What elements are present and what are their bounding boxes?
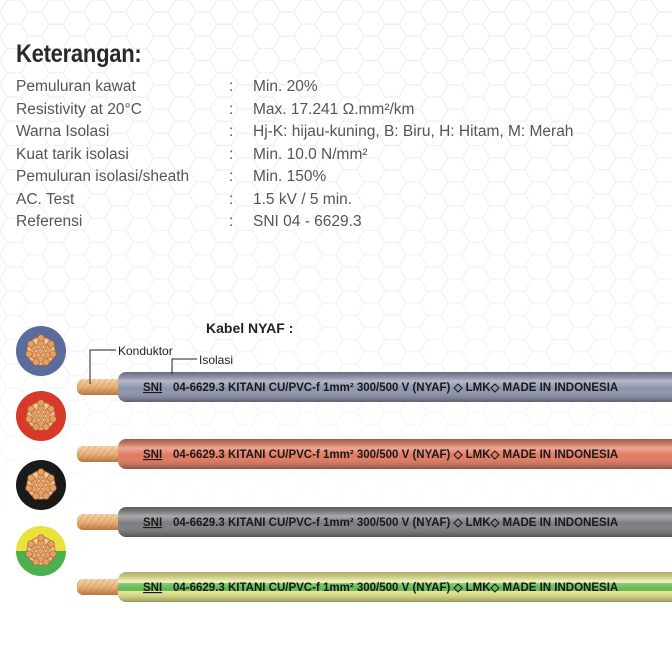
cross-section-2 [16, 391, 66, 441]
conductor-wire [38, 335, 45, 342]
cable-4 [77, 572, 672, 602]
cable-print-sni: SNI [143, 449, 163, 461]
conductor-wire [26, 416, 33, 423]
conductor-wire [28, 341, 35, 348]
conductor-leader-line [90, 350, 116, 384]
conductor-wire [43, 359, 50, 366]
conductor-wire [48, 541, 55, 548]
conductor-wire [48, 406, 55, 413]
conductor-wire [33, 424, 40, 431]
conductor-wire [50, 551, 57, 558]
cable-print-text: 04-6629.3 KITANI CU/PVC-f 1mm² 300/500 V (NYAF) ◇ LMK◇ MADE IN INDONESIA [173, 449, 619, 461]
conductor-wire [26, 485, 33, 492]
spec-label: Referensi [16, 213, 83, 230]
conductor-wire [50, 351, 57, 358]
conductor-callout-label: Konduktor [118, 344, 173, 358]
conductor-wire [33, 559, 40, 566]
spec-value: 1.5 kV / 5 min. [253, 190, 353, 208]
spec-value: Min. 150% [253, 168, 327, 185]
conductor-wire [38, 469, 45, 476]
insulation-callout-label: Isolasi [199, 353, 234, 367]
spec-colon: : [229, 168, 234, 185]
cable-print-text: 04-6629.3 KITANI CU/PVC-f 1mm² 300/500 V (NYAF) ◇ LMK◇ MADE IN INDONESIA [173, 382, 619, 394]
spec-label: AC. Test [16, 190, 75, 208]
spec-label: Kuat tarik isolasi [16, 145, 129, 163]
conductor-wire [43, 424, 50, 431]
conductor-wire [28, 406, 35, 413]
conductor-wire [33, 493, 40, 500]
conductor-strand-texture [77, 514, 125, 530]
conductor-wire [26, 351, 33, 358]
conductor-wire [43, 559, 50, 566]
conductor-wire [43, 493, 50, 500]
conductor-wire [28, 475, 35, 482]
conductor-wire [48, 341, 55, 348]
cable-print-sni: SNI [143, 382, 163, 394]
conductor-strand-texture [77, 379, 125, 395]
conductor-wire [50, 485, 57, 492]
spec-value: Hj-K: hijau-kuning, B: Biru, H: Hitam, M: Merah [253, 123, 574, 140]
cable-print-text: 04-6629.3 KITANI CU/PVC-f 1mm² 300/500 V (NYAF) ◇ LMK◇ MADE IN INDONESIA [173, 517, 619, 529]
conductor-wire [38, 482, 45, 489]
conductor-wire [50, 416, 57, 423]
spec-colon: : [229, 213, 234, 230]
cable-section-title: Kabel NYAF : [206, 320, 294, 336]
conductor-wire [38, 548, 45, 555]
spec-value: SNI 04 - 6629.3 [253, 213, 362, 230]
conductor-wire [38, 413, 45, 420]
cable-3 [77, 507, 672, 537]
conductor-strand-texture [77, 579, 125, 595]
spec-value: Min. 20% [253, 78, 318, 95]
spec-value: Max. 17.241 Ω.mm²/km [253, 100, 415, 118]
cable-print-sni: SNI [143, 582, 163, 594]
conductor-wire [28, 541, 35, 548]
cable-1 [77, 372, 672, 402]
conductor-wire [33, 359, 40, 366]
conductor-wire [38, 535, 45, 542]
cross-section-1 [16, 326, 66, 376]
conductor-wire [38, 400, 45, 407]
spec-colon: : [229, 145, 234, 163]
conductor-wire [48, 475, 55, 482]
insulation-leader-line [172, 359, 197, 374]
cable-print-text: 04-6629.3 KITANI CU/PVC-f 1mm² 300/500 V (NYAF) ◇ LMK◇ MADE IN INDONESIA [173, 582, 619, 594]
cable-2 [77, 439, 672, 469]
conductor-wire [38, 348, 45, 355]
cross-section-3 [16, 460, 66, 510]
spec-colon: : [229, 78, 234, 95]
cross-section-4 [16, 526, 66, 576]
conductor-wire [26, 551, 33, 558]
conductor-strand-texture [77, 446, 125, 462]
spec-label: Pemuluran kawat [16, 78, 136, 95]
cable-print-sni: SNI [143, 517, 163, 529]
spec-colon: : [229, 190, 234, 208]
page-title: Keterangan: [16, 40, 142, 68]
spec-colon: : [229, 100, 234, 118]
spec-label: Resistivity at 20°C [16, 100, 142, 118]
spec-colon: : [229, 123, 234, 140]
spec-value: Min. 10.0 N/mm² [253, 145, 368, 163]
spec-label: Warna Isolasi [16, 123, 110, 140]
spec-label: Pemuluran isolasi/sheath [16, 168, 190, 185]
